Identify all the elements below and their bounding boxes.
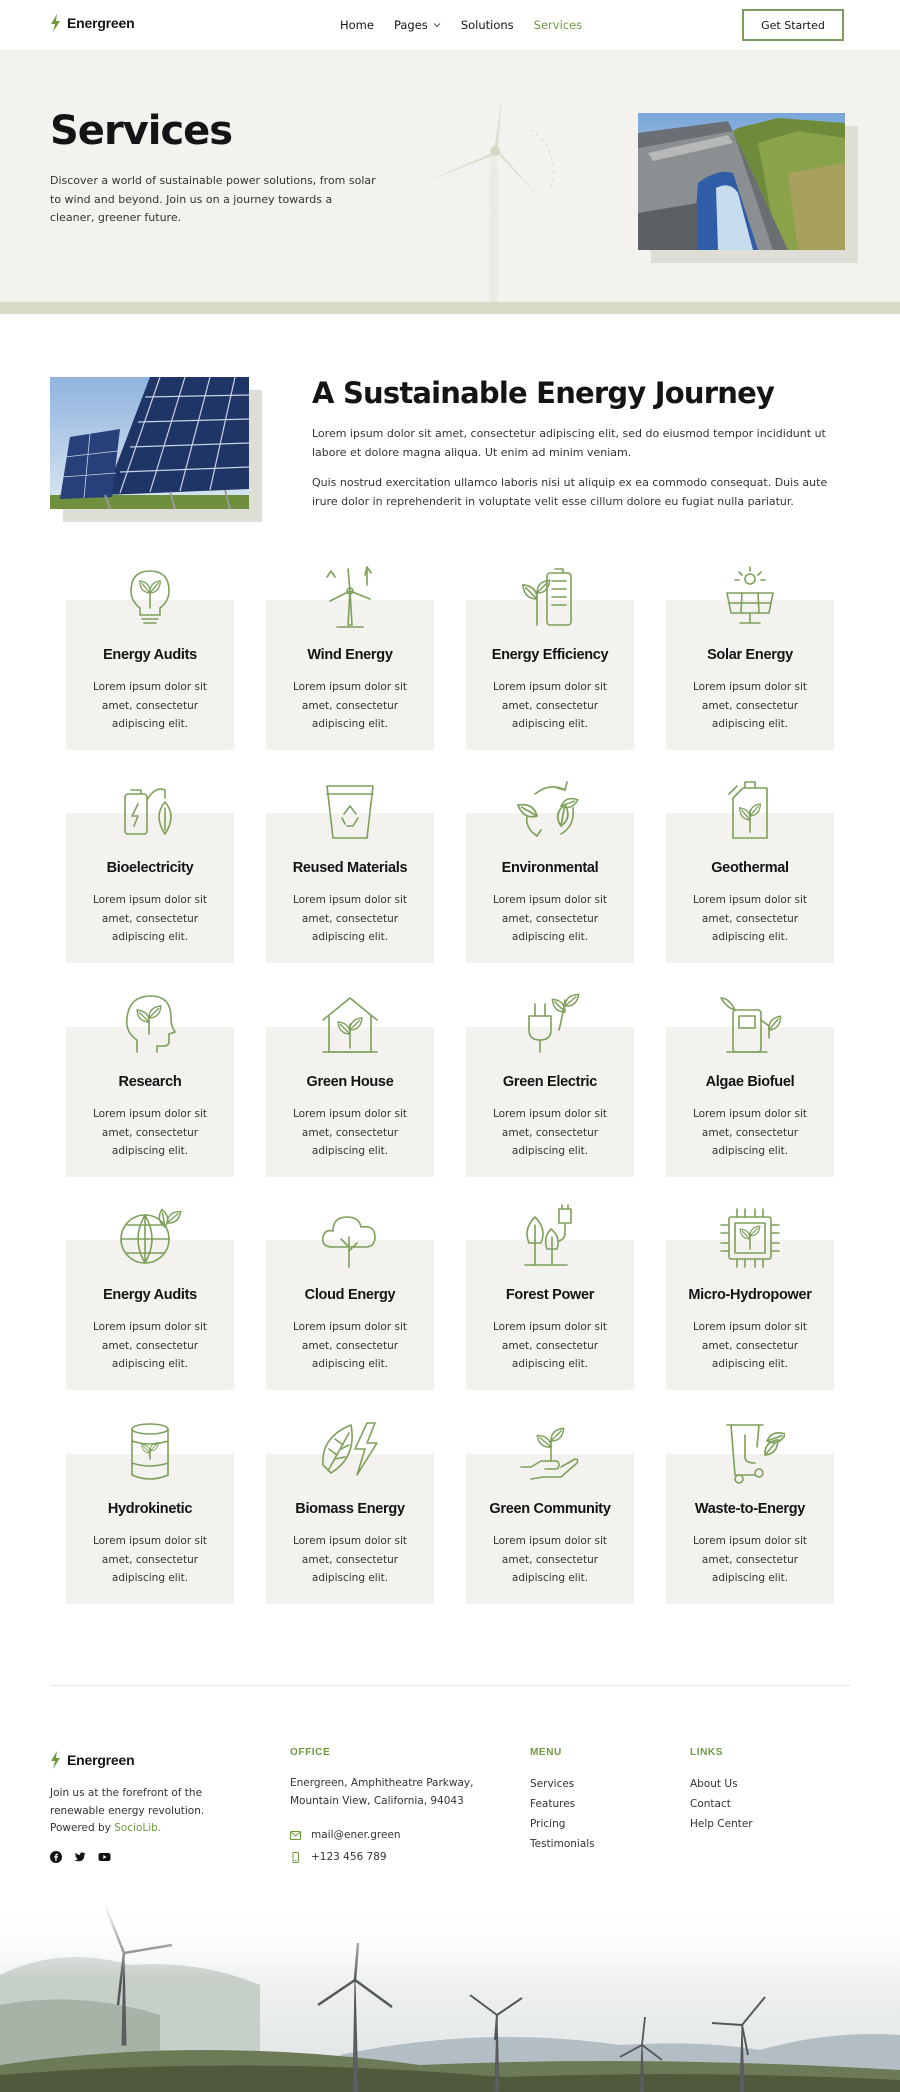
service-title: Energy Audits (103, 647, 197, 663)
footer-about (50, 1785, 220, 1838)
service-title: Micro-Hydropower (688, 1287, 812, 1303)
site-footer (0, 1686, 900, 1906)
service-description: Lorem ipsum dolor sit amet, consectetur adipiscing elit. (92, 1108, 208, 1157)
service-description: Lorem ipsum dolor sit amet, consectetur adipiscing elit. (292, 1108, 408, 1157)
service-title: Reused Materials (292, 860, 408, 876)
brand-logo[interactable] (50, 14, 134, 32)
service-description: Lorem ipsum dolor sit amet, consectetur adipiscing elit. (492, 1321, 608, 1370)
service-description: Lorem ipsum dolor sit amet, consectetur adipiscing elit. (692, 681, 808, 730)
service-title: Green House (306, 1074, 394, 1090)
nav-services-label: Services (533, 18, 583, 32)
service-card[interactable] (66, 600, 234, 750)
service-description: Lorem ipsum dolor sit amet, consectetur adipiscing elit. (692, 1535, 808, 1584)
hero-text: Discover a world of sustainable power solutions, from solar to wind and beyond. Join us on a journey towards a cleaner, greener future. (50, 174, 376, 224)
service-title: Biomass Energy (295, 1501, 405, 1517)
service-title: Green Community (489, 1501, 611, 1517)
service-card[interactable] (666, 1027, 834, 1177)
hero-section (0, 50, 900, 302)
battery-leaf-icon (515, 563, 585, 633)
links-heading: LINKS (690, 1747, 723, 1758)
nav-home[interactable] (340, 18, 374, 32)
brand-name: Energreen (67, 15, 135, 31)
service-card[interactable] (466, 600, 634, 750)
dam-photo (638, 113, 845, 250)
service-title: Waste-to-Energy (694, 1501, 806, 1517)
chevron-down-icon (433, 22, 441, 28)
nav-pages[interactable] (394, 18, 441, 32)
bolt-icon (50, 14, 61, 32)
service-card[interactable] (266, 1454, 434, 1604)
service-description: Lorem ipsum dolor sit amet, consectetur adipiscing elit. (492, 1108, 608, 1157)
nav-pages-label: Pages (393, 18, 428, 32)
facebook-icon[interactable] (50, 1848, 62, 1867)
service-card[interactable] (466, 1240, 634, 1390)
fuel-can-leaf-icon (715, 776, 785, 846)
globe-leaf-icon (115, 1203, 185, 1273)
social-links (50, 1848, 111, 1867)
service-card[interactable] (66, 813, 234, 963)
twitter-icon[interactable] (74, 1848, 86, 1867)
footer-about-text: Join us at the forefront of the renewable energy revolution. (50, 1787, 205, 1817)
footer-menu-testimonials[interactable]: Testimonials (530, 1838, 595, 1850)
footer-menu-services[interactable]: Services (530, 1778, 575, 1790)
journey-paragraph-1: Lorem ipsum dolor sit amet, consectetur adipiscing elit, sed do eiusmod tempor incididunt ut labore et dolore magna aliqua. Ut enim ad minim veniam. (312, 427, 826, 459)
chip-leaf-icon (715, 1203, 785, 1273)
youtube-icon[interactable] (98, 1848, 111, 1867)
nav-solutions-label: Solutions (460, 18, 514, 32)
service-card[interactable] (66, 1240, 234, 1390)
service-description: Lorem ipsum dolor sit amet, consectetur adipiscing elit. (492, 681, 608, 730)
service-title: Environmental (501, 860, 599, 876)
house-leaf-icon (315, 990, 385, 1060)
service-title: Wind Energy (307, 647, 393, 663)
service-title: Hydrokinetic (107, 1501, 193, 1517)
service-description: Lorem ipsum dolor sit amet, consectetur adipiscing elit. (692, 1321, 808, 1370)
footer-office (290, 1747, 480, 1868)
nav-home-label: Home (340, 18, 374, 32)
service-title: Cloud Energy (304, 1287, 396, 1303)
service-title: Energy Efficiency (491, 647, 609, 663)
wind-turbine-icon (420, 90, 570, 302)
journey-title: A Sustainable Energy Journey (312, 376, 775, 410)
lightbulb-leaf-icon (115, 563, 185, 633)
wind-farm-landscape (0, 1905, 900, 2092)
footer-links (690, 1747, 753, 1834)
hero-divider (0, 302, 900, 314)
recycle-bin-icon (315, 776, 385, 846)
bolt-icon (50, 1751, 61, 1769)
menu-heading: MENU (530, 1747, 562, 1758)
nav-services[interactable] (534, 18, 583, 32)
service-title: Geothermal (711, 860, 789, 876)
footer-brand-name: Energreen (67, 1752, 135, 1768)
footer-powered-label: Powered by (50, 1822, 111, 1834)
service-card[interactable] (266, 1240, 434, 1390)
phone-icon (290, 1852, 301, 1863)
office-heading: OFFICE (290, 1747, 331, 1758)
page-title: Services (50, 108, 233, 154)
service-description: Lorem ipsum dolor sit amet, consectetur adipiscing elit. (692, 894, 808, 943)
mail-icon (290, 1831, 301, 1840)
service-card[interactable] (466, 1454, 634, 1604)
service-description: Lorem ipsum dolor sit amet, consectetur adipiscing elit. (292, 681, 408, 730)
service-description: Lorem ipsum dolor sit amet, consectetur adipiscing elit. (92, 894, 208, 943)
service-card[interactable] (666, 1240, 834, 1390)
phone-text: +123 456 789 (311, 1851, 387, 1863)
email-text: mail@ener.green (311, 1829, 401, 1841)
forest-plug-icon (515, 1203, 585, 1273)
solar-panel-icon (715, 563, 785, 633)
service-description: Lorem ipsum dolor sit amet, consectetur adipiscing elit. (92, 1535, 208, 1584)
solar-farm-photo (50, 377, 249, 509)
office-address: Energreen, Amphitheatre Parkway, Mountain View, California, 94043 (290, 1777, 474, 1807)
service-description: Lorem ipsum dolor sit amet, consectetur adipiscing elit. (92, 1321, 208, 1370)
service-card[interactable] (666, 1454, 834, 1604)
service-title: Bioelectricity (106, 860, 194, 876)
service-title: Energy Audits (103, 1287, 197, 1303)
head-leaf-icon (115, 990, 185, 1060)
site-header (0, 0, 900, 50)
service-card[interactable] (266, 1027, 434, 1177)
service-card[interactable] (466, 1027, 634, 1177)
service-title: Algae Biofuel (705, 1074, 795, 1090)
footer-menu-pricing[interactable]: Pricing (530, 1818, 566, 1830)
service-description: Lorem ipsum dolor sit amet, consectetur adipiscing elit. (92, 681, 208, 730)
service-title: Green Electric (502, 1074, 598, 1090)
barrel-leaf-icon (115, 1417, 185, 1487)
service-card[interactable] (266, 600, 434, 750)
service-description: Lorem ipsum dolor sit amet, consectetur adipiscing elit. (692, 1108, 808, 1157)
service-description: Lorem ipsum dolor sit amet, consectetur adipiscing elit. (292, 1321, 408, 1370)
hand-sprout-icon (515, 1417, 585, 1487)
bin-leaf-icon (715, 1417, 785, 1487)
get-started-button[interactable]: Get Started (742, 9, 844, 41)
service-title: Forest Power (505, 1287, 595, 1303)
service-card[interactable] (66, 1027, 234, 1177)
service-description: Lorem ipsum dolor sit amet, consectetur adipiscing elit. (492, 894, 608, 943)
journey-section (0, 314, 900, 544)
footer-menu-features[interactable]: Features (530, 1798, 576, 1810)
service-title: Research (118, 1074, 182, 1090)
journey-paragraph-2: Quis nostrud exercitation ullamco laboris nisi ut aliquip ex ea commodo consequat. Duis aute irure dolor in reprehenderit in voluptate velit esse cillum dolore eu fugiat nulla pariatur. (312, 476, 828, 508)
service-description: Lorem ipsum dolor sit amet, consectetur adipiscing elit. (292, 1535, 408, 1584)
footer-link-contact[interactable]: Contact (690, 1798, 731, 1810)
footer-menu (530, 1747, 595, 1854)
office-phone[interactable] (290, 1846, 480, 1868)
leaf-bolt-icon (315, 1417, 385, 1487)
nav-solutions[interactable] (461, 18, 514, 32)
service-card[interactable] (466, 813, 634, 963)
service-card[interactable] (666, 813, 834, 963)
office-email[interactable] (290, 1824, 480, 1846)
leaf-cycle-icon (515, 776, 585, 846)
service-card[interactable] (66, 1454, 234, 1604)
footer-logo[interactable] (50, 1751, 134, 1769)
service-title: Solar Energy (707, 647, 793, 663)
wind-turbine-icon (315, 563, 385, 633)
cloud-tree-icon (315, 1203, 385, 1273)
service-card[interactable] (666, 600, 834, 750)
service-description: Lorem ipsum dolor sit amet, consectetur adipiscing elit. (292, 894, 408, 943)
footer-link-about[interactable]: About Us (690, 1778, 738, 1790)
footer-link-help[interactable]: Help Center (690, 1818, 753, 1830)
sociolib-link[interactable]: SocioLib. (114, 1822, 162, 1834)
service-card[interactable] (266, 813, 434, 963)
fuel-pump-leaf-icon (715, 990, 785, 1060)
service-description: Lorem ipsum dolor sit amet, consectetur adipiscing elit. (492, 1535, 608, 1584)
main-nav (340, 0, 582, 50)
plug-leaf-icon (515, 990, 585, 1060)
bio-battery-icon (115, 776, 185, 846)
